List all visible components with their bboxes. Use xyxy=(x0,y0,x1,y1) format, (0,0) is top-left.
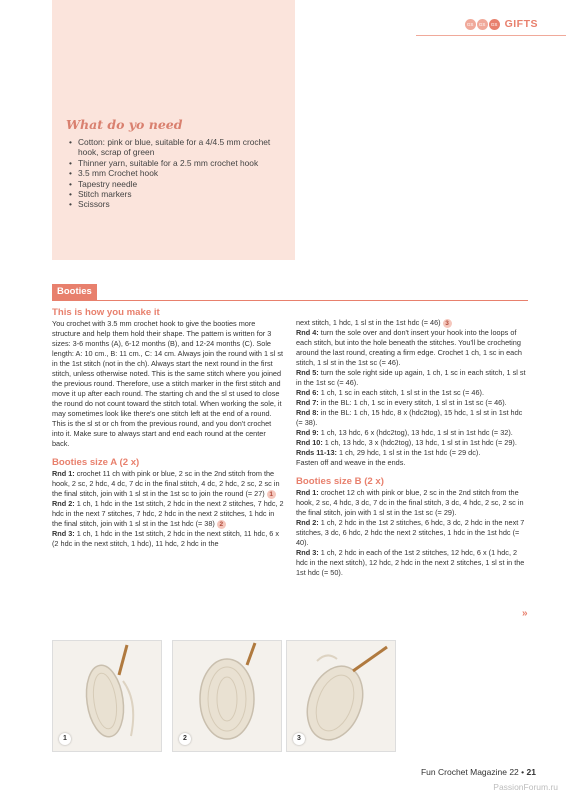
step-badge: 3 xyxy=(443,319,452,328)
round-text: crochet 12 ch with pink or blue, 2 sc in the 2nd stitch from the hook, 2 sc, 4 hdc, 3 dc, 7 dc in the final stitch, 3 dc, 4 hdc, 2 sc, 2 sc in the final stitch, join with 1 sl st in the 1st sc (= 29). xyxy=(296,488,524,517)
instructions-column-left xyxy=(52,307,284,549)
photo-number: 2 xyxy=(179,733,191,745)
round-paragraph xyxy=(296,408,528,428)
round-text: 1 ch, 1 sc in each stitch, 1 sl st in the 1st sc (= 46). xyxy=(318,388,484,397)
materials-item: • Scissors xyxy=(68,199,283,209)
round-paragraph xyxy=(296,388,528,398)
round-paragraph xyxy=(296,368,528,388)
round-text: crochet 11 ch with pink or blue, 2 sc in the 2nd stitch from the hook, 2 sc, 2 hdc, 4 dc, 7 dc in the final stitch, 4 dc, 2 hdc, 2 sc, 2 sc in the final stitch, join with 1 sl st in the 1st sc to join the round (= 27) xyxy=(52,469,280,498)
materials-title: What do yo need xyxy=(66,117,183,132)
round-label: Rnd 1: xyxy=(52,469,75,478)
materials-list xyxy=(68,137,283,210)
round-text: 1 ch, 29 hdc, 1 sl st in the 1st hdc (= 29 dc). xyxy=(336,448,481,457)
step-photo xyxy=(286,640,396,752)
continue-mark: » xyxy=(522,608,528,619)
step-photo xyxy=(52,640,162,752)
section-header xyxy=(465,14,566,34)
size-a-title: Booties size A (2 x) xyxy=(52,457,140,468)
round-text: 1 ch, 13 hdc, 6 x (hdc2tog), 13 hdc, 1 sl st in 1st hdc (= 32). xyxy=(318,428,513,437)
round-label: Rnd 10: xyxy=(296,438,323,447)
page-number: 21 xyxy=(526,767,536,777)
round-text: in the BL: 1 ch, 1 sc in every stitch, 1 sl st in 1st sc (= 46). xyxy=(318,398,507,407)
round-paragraph xyxy=(296,328,528,368)
round-label: Rnd 9: xyxy=(296,428,319,437)
watermark: PassionForum.ru xyxy=(493,782,558,792)
section-divider xyxy=(52,300,528,301)
round-paragraph xyxy=(52,469,284,499)
round-label: Rnd 5: xyxy=(296,368,319,377)
materials-item: • Thinner yarn, suitable for a 2.5 mm crochet hook xyxy=(68,158,283,168)
round-text: 1 ch, 2 hdc in each of the 1st 2 stitches, 12 hdc, 6 x (1 hdc, 2 hdc in the next stitch), 12 hdc, 2 hdc in the next 2 stitches, 1 sl st in the 1st hdc (= 50). xyxy=(296,548,525,577)
round-text: 1 ch, 1 hdc in the 1st stitch, 2 hdc in the next stitch, 11 hdc, 6 x (2 hdc in the next stitch, 1 hdc), 11 hdc, 2 hdc in the xyxy=(52,529,279,548)
round-paragraph xyxy=(296,398,528,408)
round-paragraph xyxy=(296,548,528,578)
round-label: Rnd 4: xyxy=(296,328,319,337)
header-dot: GS xyxy=(477,19,488,30)
step-badge: 1 xyxy=(267,490,276,499)
size-b-title: Booties size B (2 x) xyxy=(296,476,384,487)
how-title: This is how you make it xyxy=(52,307,160,318)
round-text: 1 ch, 2 hdc in the 1st 2 stitches, 6 hdc, 3 dc, 2 hdc in the next 7 stitches, 3 dc, 6 hdc, 2 hdc the next 2 stitches, 1 hdc in the 1st hdc (= 40). xyxy=(296,518,525,547)
step-photo xyxy=(172,640,282,752)
round-text: 1 ch, 13 hdc, 3 x (hdc2tog), 13 hdc, 1 sl st in 1st hdc (= 29). xyxy=(322,438,517,447)
round-text: 1 ch, 1 hdc in the 1st stitch, 2 hdc in the next 2 stitches, 7 hdc, 2 hdc in the next 7 stitches, 7 hdc, 2 hdc in the next 2 stitches, 1 hdc in the final stitch, join with 1 sl st in the 1st hdc (= 38) xyxy=(52,499,284,528)
section-label: GIFTS xyxy=(504,18,538,30)
round-label: Rnd 2: xyxy=(296,518,319,527)
round-label: Rnd 7: xyxy=(296,398,319,407)
round-paragraph xyxy=(296,318,528,328)
materials-item: • 3.5 mm Crochet hook xyxy=(68,168,283,178)
round-text: Fasten off and weave in the ends. xyxy=(296,458,406,467)
header-dot: GS xyxy=(489,19,500,30)
round-label: Rnds 11-13: xyxy=(296,448,337,457)
materials-item: • Tapestry needle xyxy=(68,179,283,189)
instructions-column-right xyxy=(296,318,528,578)
magazine-name: Fun Crochet Magazine 22 xyxy=(420,767,519,777)
round-label: Rnd 6: xyxy=(296,388,319,397)
round-label: Rnd 8: xyxy=(296,408,319,417)
section-tag: Booties xyxy=(52,284,97,300)
header-dot: GS xyxy=(465,19,476,30)
round-paragraph xyxy=(52,499,284,529)
round-paragraph xyxy=(296,428,528,438)
round-paragraph xyxy=(296,448,528,458)
round-text: turn the sole right side up again, 1 ch, 1 sc in each stitch, 1 sl st in the 1st sc (= 46). xyxy=(296,368,526,387)
materials-item: • Cotton: pink or blue, suitable for a 4/4.5 mm crochet hook, scrap of green xyxy=(68,137,283,158)
round-text: next stitch, 1 hdc, 1 sl st in the 1st hdc (= 46) xyxy=(296,318,441,327)
how-text: You crochet with 3.5 mm crochet hook to give the booties more structure and help them hold their shape. The pattern is written for 3 sizes: 3-6 months (A), 6-12 months (B), and 12-24 months (C). Sole length: A: 10 cm., B: 11 cm., C: 14 cm. Always join the round with 1 sl st in the 1st stitch (not in the ch). Always start the next round in the first stitch, unless otherwise noted. This is the same stitch where you joined the previous round. Therefore, use a stitch marker in the first stitch and move it up after each round. The starting ch and the sl st used to close the round do not count toward the stitch total. When working the sole, it may sometimes look like there's one stitch left at the end of a round. This is the sl st or ch from the previous round, and you don't crochet into it. Make sure to always start and end each round at the center back. xyxy=(52,319,284,448)
round-label: Rnd 2: xyxy=(52,499,75,508)
round-label: Rnd 1: xyxy=(296,488,319,497)
header-divider xyxy=(416,35,566,36)
footer-bullet: • xyxy=(521,767,525,777)
round-label: Rnd 3: xyxy=(296,548,319,557)
photo-strip xyxy=(52,640,528,752)
photo-number: 1 xyxy=(59,733,71,745)
page-footer xyxy=(421,767,536,777)
round-paragraph xyxy=(296,488,528,518)
round-text: turn the sole over and don't insert your hook into the loops of each stitch, but into the hole beneath the stitches. You'll be crocheting around the last round, creating a firm edge. Crochet 1 ch, 1 sc in each stitch, 1 sl st in the 1st sc (= 46). xyxy=(296,328,522,367)
round-paragraph xyxy=(52,529,284,549)
round-paragraph xyxy=(296,438,528,448)
materials-item: • Stitch markers xyxy=(68,189,283,199)
round-text: in the BL: 1 ch, 15 hdc, 8 x (hdc2tog), 15 hdc, 1 sl st in 1st hdc (= 38). xyxy=(296,408,523,427)
round-label: Rnd 3: xyxy=(52,529,75,538)
step-badge: 2 xyxy=(217,520,226,529)
photo-number: 3 xyxy=(293,733,305,745)
round-paragraph xyxy=(296,518,528,548)
round-paragraph xyxy=(296,458,528,468)
